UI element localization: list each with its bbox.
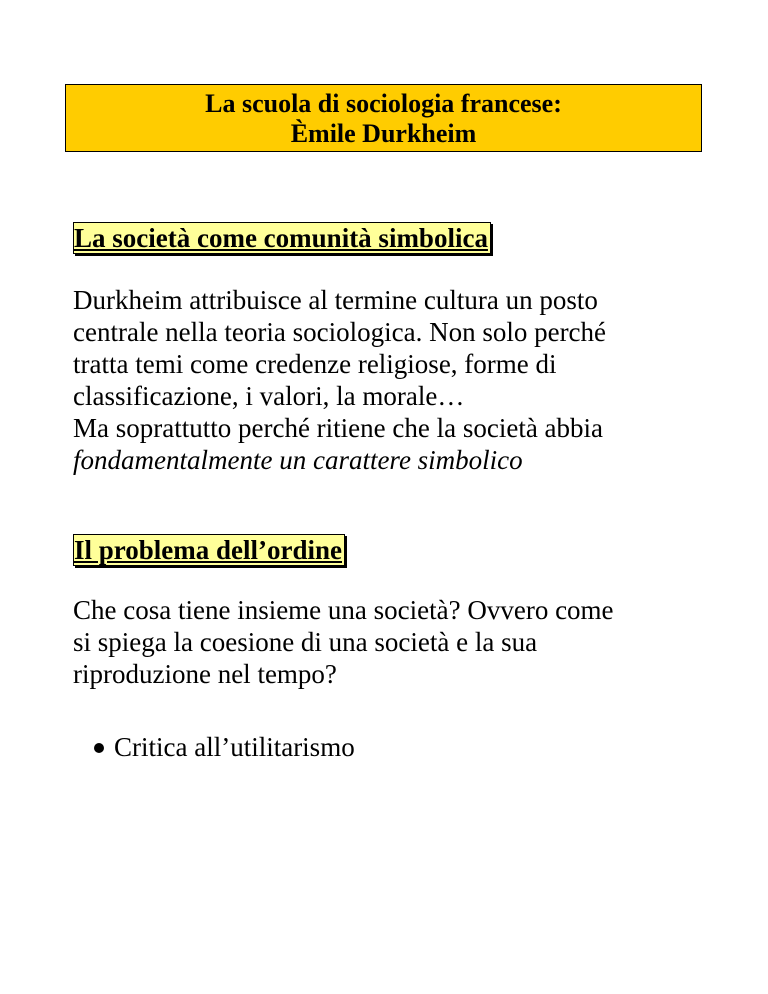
paragraph-line: riproduzione nel tempo? — [73, 659, 337, 689]
paragraph-line-italic: fondamentalmente un carattere simbolico — [73, 445, 523, 475]
paragraph-line: Che cosa tiene insieme una società? Ovvero come — [73, 595, 614, 625]
title-box — [65, 84, 702, 152]
paragraph-line: centrale nella teoria sociologica. Non solo perché — [73, 317, 607, 347]
title-line-2: Èmile Durkheim — [290, 119, 477, 148]
paragraph-line: si spiega la coesione di una società e la sua — [73, 627, 538, 657]
title-line-1: La scuola di sociologia francese: — [205, 89, 562, 118]
paragraph-line: Durkheim attribuisce al termine cultura un posto — [73, 285, 598, 315]
paragraph-line: tratta temi come credenze religiose, forme di — [73, 349, 557, 379]
paragraph-line: classificazione, i valori, la morale… — [73, 381, 465, 411]
bullet-text: Critica all’utilitarismo — [114, 732, 355, 762]
paragraph-line: Ma soprattutto perché ritiene che la società abbia — [73, 413, 604, 443]
bullet-item — [94, 731, 355, 763]
paragraph-order — [73, 594, 733, 690]
section-heading-society: La società come comunità simbolica — [73, 222, 491, 254]
section-heading-order: Il problema dell’ordine — [73, 534, 345, 566]
paragraph-culture — [73, 284, 733, 476]
bullet-dot-icon — [94, 743, 104, 753]
